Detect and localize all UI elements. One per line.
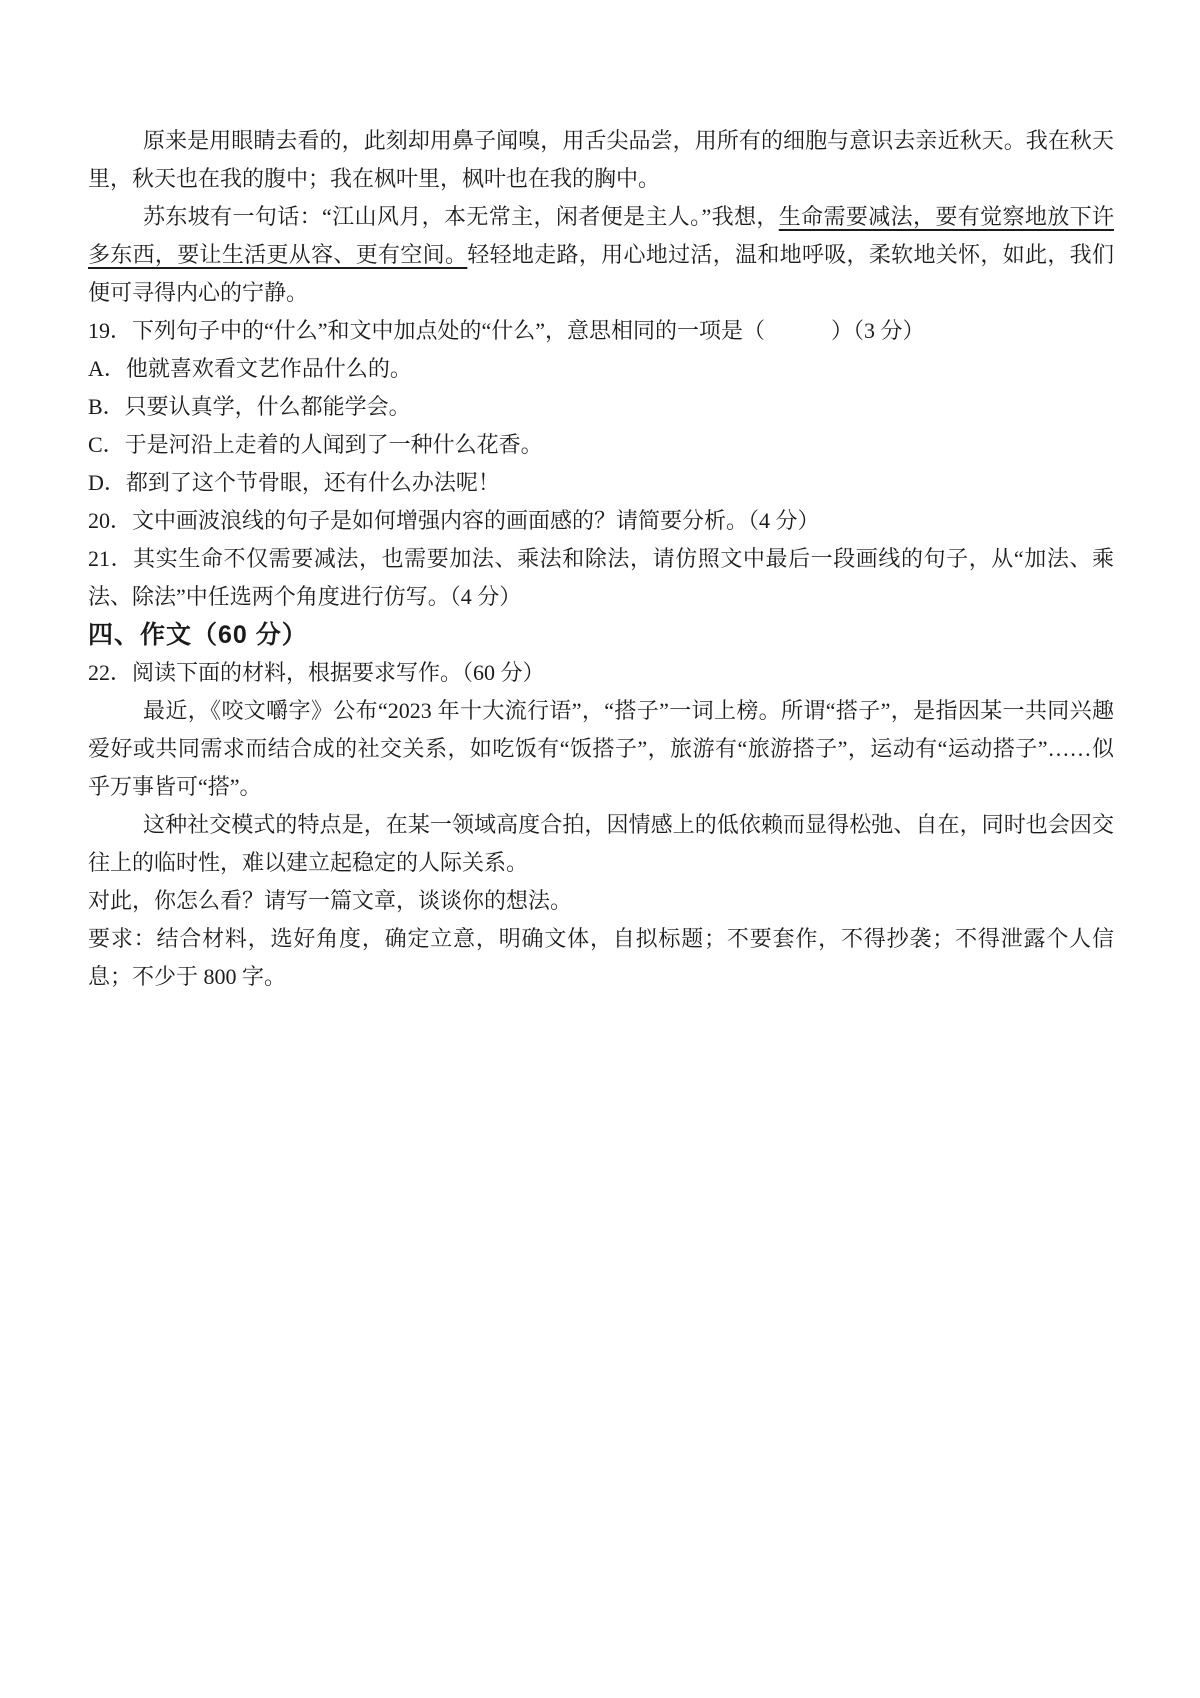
text-segment: 要求：结合材料，选好角度，确定立意，明确文体，自拟标题；不要套作，不得抄袭；不得泄露个人信息；不少于 800 字。 [88,926,1114,989]
essay-material-paragraph-1 [88,692,1114,806]
text-segment: 轻轻地走路，用心地过活，温和地呼吸，柔软地关怀，如此，我们便可寻得内心的宁静。 [88,242,1114,305]
text-segment: A．他就喜欢看文艺作品什么的。 [88,356,412,381]
text-segment: 苏东坡有一句话：“江山风月，本无常主，闲者便是主人。”我想， [143,204,779,229]
text-segment: B．只要认真学，什么都能学会。 [88,394,411,419]
text-segment: D．都到了这个节骨眼，还有什么办法呢！ [88,470,500,495]
text-segment: 20．文中画波浪线的句子是如何增强内容的画面感的？请简要分析。（4 分） [88,508,820,533]
text-segment: 对此，你怎么看？请写一篇文章，谈谈你的想法。 [88,888,573,913]
text-segment: 四、作文（60 分） [88,621,308,649]
question-19-option-a [88,350,1114,388]
underlined-text-segment: 生命需要减法，要有觉察地放下许多东西，要让生活更从容、更有空间。 [88,204,1114,267]
text-segment: 19．下列句子中的“什么”和文中加点处的“什么”，意思相同的一项是（ ）（3 分） [88,318,925,343]
question-19-option-b [88,388,1114,426]
question-22 [88,654,1114,692]
text-segment: C．于是河沿上走着的人闻到了一种什么花香。 [88,432,543,457]
essay-material-paragraph-2 [88,806,1114,882]
text-segment: 最近，《咬文嚼字》公布“2023 年十大流行语”，“搭子”一词上榜。所谓“搭子”，是指因某一共同兴趣爱好或共同需求而结合成的社交关系，如吃饭有“饭搭子”，旅游有“旅游搭子”，运动有“运动搭子”……似乎万事皆可“搭”。 [88,698,1114,799]
text-segment: 这种社交模式的特点是，在某一领域高度合拍，因情感上的低依赖而显得松弛、自在，同时也会因交往上的临时性，难以建立起稳定的人际关系。 [88,812,1114,875]
question-19 [88,312,1114,350]
text-segment: 21．其实生命不仅需要减法，也需要加法、乘法和除法，请仿照文中最后一段画线的句子，从“加法、乘法、除法”中任选两个角度进行仿写。（4 分） [88,546,1114,609]
essay-requirements [88,920,1114,996]
text-segment: 22．阅读下面的材料，根据要求写作。（60 分） [88,660,545,685]
essay-prompt [88,882,1114,920]
document-content [88,122,1114,996]
question-20 [88,502,1114,540]
text-segment: 原来是用眼睛去看的，此刻却用鼻子闻嗅，用舌尖品尝，用所有的细胞与意识去亲近秋天。我在秋天里，秋天也在我的腹中；我在枫叶里，枫叶也在我的胸中。 [88,128,1114,191]
question-19-option-d [88,464,1114,502]
passage-paragraph-2 [88,198,1114,312]
section-heading-essay [88,616,1114,654]
passage-paragraph-1 [88,122,1114,198]
question-19-option-c [88,426,1114,464]
question-21 [88,540,1114,616]
